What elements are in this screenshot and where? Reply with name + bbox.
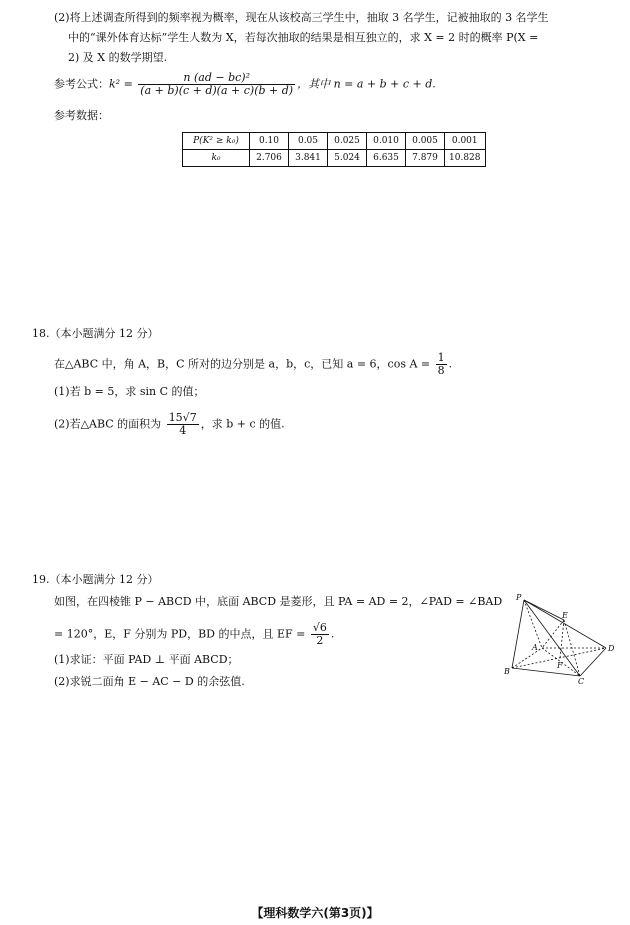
- label-A: A: [532, 643, 538, 652]
- q17-part2-line1: (2)将上述调查所得到的频率视为概率，现在从该校高三学生中，抽取 3 名学生，记被抽取的 3 名学生: [54, 11, 549, 24]
- q18-part2-end: ，求 b + c 的值.: [200, 417, 285, 431]
- q17-data-label: 参考数据：: [54, 109, 109, 122]
- fraction-numerator: 15√7: [168, 411, 197, 424]
- q19-stem-text: = 120°，E，F 分别为 PD，BD 的中点，且 EF =: [54, 627, 306, 641]
- q18-stem: [54, 352, 452, 377]
- fraction-denominator: 4: [179, 424, 187, 437]
- label-B: B: [504, 667, 510, 676]
- table-cell: 0.10: [250, 133, 289, 150]
- table-cell: 6.635: [367, 150, 406, 167]
- label-F: F: [557, 661, 563, 670]
- q18-part2-fraction: [167, 412, 199, 437]
- q17-part2-line2: 中的“课外体育达标”学生人数为 X，若每次抽取的结果是相互独立的，求 X = 2 时的概率 P(X =: [68, 31, 539, 44]
- table-cell: 5.024: [328, 150, 367, 167]
- formula-tail: ，其中 n = a + b + c + d.: [297, 77, 436, 91]
- formula-denominator: (a + b)(c + d)(a + c)(b + d): [140, 84, 294, 97]
- q18-header: 18.（本小题满分 12 分）: [32, 327, 159, 340]
- fraction-numerator: 1: [437, 351, 445, 364]
- table-row: [183, 150, 486, 167]
- table-row-label: P(K² ≥ k₀): [183, 133, 250, 150]
- label-D: D: [608, 644, 615, 653]
- q18-stem-text: 在△ABC 中，角 A，B，C 所对的边分别是 a，b，c，已知 a = 6，cos A =: [54, 357, 431, 371]
- table-cell: 0.05: [289, 133, 328, 150]
- formula-numerator: n (ad − bc)²: [138, 72, 295, 85]
- pyramid-figure: [500, 590, 622, 689]
- q17-part2-line3: 2) 及 X 的数学期望.: [68, 51, 168, 64]
- formula-lhs: k² =: [109, 77, 133, 91]
- fraction-numerator: √6: [312, 621, 327, 634]
- q18-part1: (1)若 b = 5，求 sin C 的值；: [54, 385, 205, 398]
- table-cell: 7.879: [406, 150, 445, 167]
- q18-part2: [54, 412, 285, 437]
- reference-table: [182, 132, 486, 167]
- q19-stem-fraction: [311, 622, 329, 647]
- fraction-denominator: 8: [437, 364, 445, 377]
- table-cell: 2.706: [250, 150, 289, 167]
- q19-part2: (2)求锐二面角 E − AC − D 的余弦值.: [54, 675, 245, 688]
- q18-stem-end: .: [448, 357, 453, 371]
- label-E: E: [562, 611, 568, 620]
- fraction-denominator: 2: [316, 634, 324, 647]
- table-cell: 0.001: [445, 133, 486, 150]
- table-cell: 0.025: [328, 133, 367, 150]
- q19-stem-line2: [54, 622, 334, 647]
- table-cell: 0.005: [406, 133, 445, 150]
- q18-stem-fraction: [436, 352, 447, 377]
- formula-label: 参考公式：: [54, 77, 109, 91]
- q19-stem-end: .: [330, 627, 335, 641]
- q17-formula: [54, 72, 436, 97]
- label-P: P: [516, 593, 522, 602]
- table-cell: 10.828: [445, 150, 486, 167]
- table-row-label: k₀: [183, 150, 250, 167]
- q18-part2-text: (2)若△ABC 的面积为: [54, 417, 162, 431]
- q19-stem-line1: 如图，在四棱锥 P − ABCD 中，底面 ABCD 是菱形，且 PA = AD = 2，∠PAD = ∠BAD: [54, 595, 503, 608]
- table-cell: 3.841: [289, 150, 328, 167]
- pyramid-diagram: [500, 590, 622, 686]
- label-C: C: [578, 677, 585, 686]
- q19-part1: (1)求证：平面 PAD ⊥ 平面 ABCD；: [54, 653, 239, 666]
- table-row: [183, 133, 486, 150]
- page-footer: 【理科数学六(第3页)】: [251, 906, 379, 920]
- table-cell: 0.010: [367, 133, 406, 150]
- q19-header: 19.（本小题满分 12 分）: [32, 573, 159, 586]
- formula-fraction: [138, 72, 295, 97]
